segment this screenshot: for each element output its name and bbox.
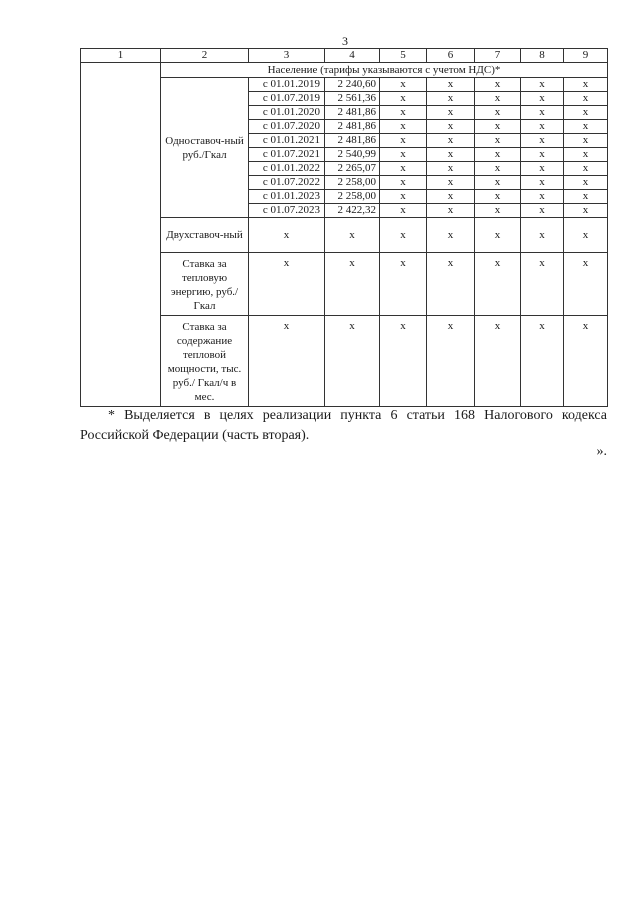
empty-mark: x [427, 78, 475, 92]
empty-mark: x [427, 120, 475, 134]
footnote: * Выделяется в целях реализации пункта 6 статьи 168 Налогового кодекса Российской Федерации (часть вторая). [80, 408, 607, 443]
empty-mark: x [475, 204, 521, 218]
empty-mark: x [521, 316, 564, 407]
column-number: 3 [249, 49, 325, 63]
table-row [81, 78, 608, 92]
empty-mark: x [521, 253, 564, 316]
empty-mark: x [380, 162, 427, 176]
column-number: 1 [81, 49, 161, 63]
empty-mark: x [521, 134, 564, 148]
empty-mark: x [475, 92, 521, 106]
empty-mark: x [564, 316, 608, 407]
empty-mark: x [521, 92, 564, 106]
empty-mark: x [564, 120, 608, 134]
energy-rate-row [81, 253, 608, 316]
tariff-value: 2 481,86 [325, 134, 380, 148]
empty-mark: x [380, 134, 427, 148]
empty-mark: x [427, 106, 475, 120]
column-number: 9 [564, 49, 608, 63]
tariff-value: 2 258,00 [325, 176, 380, 190]
empty-mark: x [564, 190, 608, 204]
empty-mark: x [475, 106, 521, 120]
empty-mark: x [475, 148, 521, 162]
power-rate-label: Ставка за содержание тепловой мощности, тыс. руб./ Гкал/ч в мес. [161, 316, 249, 407]
empty-mark: x [475, 120, 521, 134]
empty-mark: x [427, 190, 475, 204]
empty-mark: x [521, 78, 564, 92]
column-number: 5 [380, 49, 427, 63]
empty-mark: x [380, 316, 427, 407]
date-cell: с 01.07.2019 [249, 92, 325, 106]
tariff-value: 2 481,86 [325, 120, 380, 134]
date-cell: с 01.07.2022 [249, 176, 325, 190]
empty-mark: x [564, 78, 608, 92]
empty-mark: x [380, 190, 427, 204]
empty-mark: x [564, 253, 608, 316]
two-rate-label: Двухставоч-ный [161, 218, 249, 253]
column-number: 6 [427, 49, 475, 63]
empty-mark: x [427, 162, 475, 176]
empty-mark: x [521, 120, 564, 134]
tariff-value: 2 240,60 [325, 78, 380, 92]
date-cell: с 01.07.2021 [249, 148, 325, 162]
date-cell: с 01.07.2023 [249, 204, 325, 218]
empty-mark: x [380, 176, 427, 190]
empty-mark: x [521, 148, 564, 162]
empty-mark: x [380, 253, 427, 316]
date-cell: с 01.01.2023 [249, 190, 325, 204]
empty-mark: x [564, 134, 608, 148]
column-number: 8 [521, 49, 564, 63]
date-cell: с 01.01.2020 [249, 106, 325, 120]
closing-quote-mark: ». [596, 444, 607, 459]
empty-mark: x [427, 134, 475, 148]
empty-mark: x [249, 316, 325, 407]
empty-mark: x [249, 218, 325, 253]
population-header-row [81, 63, 608, 78]
empty-mark: x [564, 218, 608, 253]
blank-column-cell [81, 63, 161, 407]
column-number-row [81, 49, 608, 63]
empty-mark: x [475, 316, 521, 407]
empty-mark: x [521, 176, 564, 190]
page-number: 3 [342, 34, 348, 48]
tariff-value: 2 422,32 [325, 204, 380, 218]
empty-mark: x [521, 204, 564, 218]
empty-mark: x [427, 92, 475, 106]
empty-mark: x [427, 204, 475, 218]
empty-mark: x [325, 253, 380, 316]
empty-mark: x [427, 176, 475, 190]
column-number: 7 [475, 49, 521, 63]
empty-mark: x [380, 78, 427, 92]
empty-mark: x [475, 253, 521, 316]
date-cell: с 01.01.2021 [249, 134, 325, 148]
empty-mark: x [475, 134, 521, 148]
empty-mark: x [427, 218, 475, 253]
empty-mark: x [521, 162, 564, 176]
tariff-table [80, 48, 608, 407]
empty-mark: x [521, 218, 564, 253]
population-header: Население (тарифы указываются с учетом НДС)* [161, 63, 608, 78]
tariff-value: 2 265,07 [325, 162, 380, 176]
empty-mark: x [475, 162, 521, 176]
empty-mark: x [325, 218, 380, 253]
empty-mark: x [380, 92, 427, 106]
tariff-value: 2 258,00 [325, 190, 380, 204]
energy-rate-label: Ставка за тепловую энергию, руб./Гкал [161, 253, 249, 316]
empty-mark: x [380, 218, 427, 253]
empty-mark: x [521, 190, 564, 204]
empty-mark: x [427, 253, 475, 316]
empty-mark: x [521, 106, 564, 120]
two-rate-row [81, 218, 608, 253]
empty-mark: x [380, 148, 427, 162]
tariff-value: 2 481,86 [325, 106, 380, 120]
empty-mark: x [475, 176, 521, 190]
empty-mark: x [427, 316, 475, 407]
empty-mark: x [427, 148, 475, 162]
empty-mark: x [564, 106, 608, 120]
empty-mark: x [249, 253, 325, 316]
date-cell: с 01.07.2020 [249, 120, 325, 134]
empty-mark: x [475, 190, 521, 204]
single-rate-label: Одноставоч-ный руб./Гкал [161, 78, 249, 218]
empty-mark: x [380, 106, 427, 120]
empty-mark: x [564, 176, 608, 190]
date-cell: с 01.01.2022 [249, 162, 325, 176]
empty-mark: x [380, 120, 427, 134]
empty-mark: x [564, 148, 608, 162]
empty-mark: x [564, 204, 608, 218]
column-number: 4 [325, 49, 380, 63]
empty-mark: x [475, 78, 521, 92]
tariff-value: 2 561,36 [325, 92, 380, 106]
date-cell: с 01.01.2019 [249, 78, 325, 92]
empty-mark: x [380, 204, 427, 218]
empty-mark: x [475, 218, 521, 253]
column-number: 2 [161, 49, 249, 63]
empty-mark: x [564, 162, 608, 176]
empty-mark: x [564, 92, 608, 106]
tariff-value: 2 540,99 [325, 148, 380, 162]
power-rate-row [81, 316, 608, 407]
empty-mark: x [325, 316, 380, 407]
